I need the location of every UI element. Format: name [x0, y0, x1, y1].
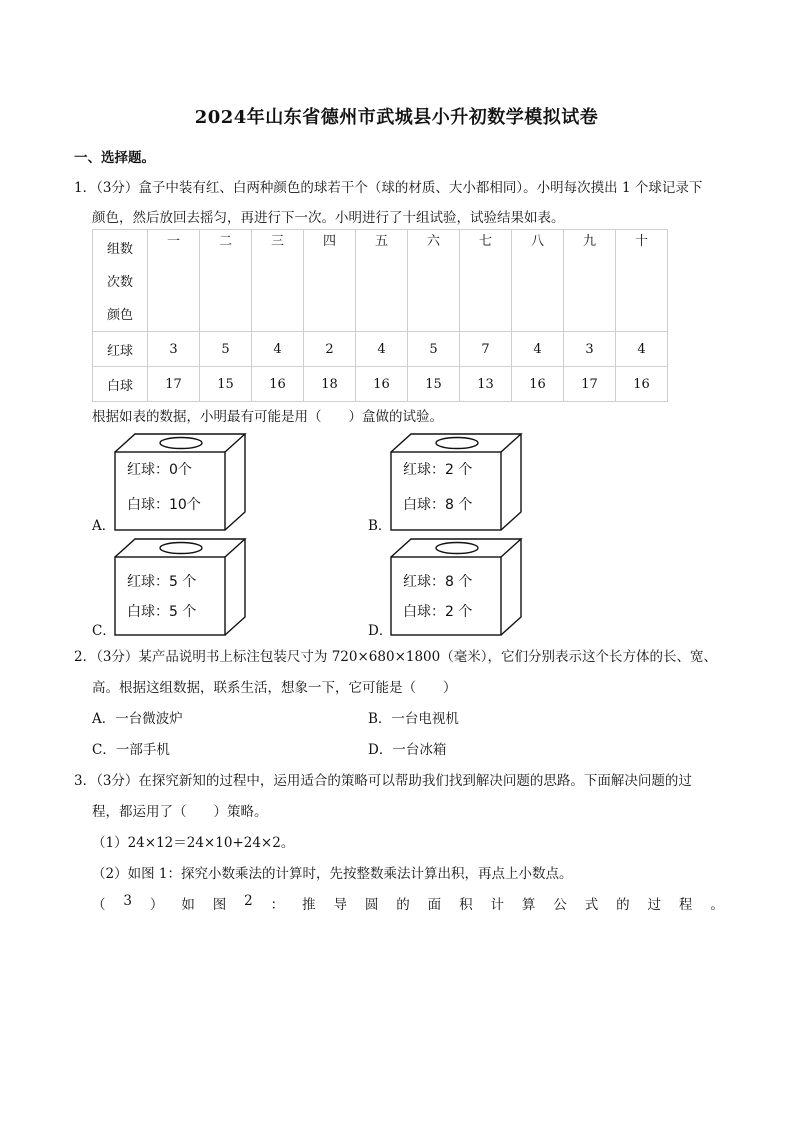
option-d-box[interactable]: [389, 537, 527, 637]
q3-item3-char: 2: [244, 893, 253, 909]
q3-item3-char: 计: [490, 897, 504, 913]
table-cell: 3: [564, 332, 616, 367]
q3-item3-char: 圆: [364, 897, 379, 913]
q3-item-3: [92, 893, 724, 913]
q3-stem-line1: 3．（3分）在探究新知的过程中，运用适合的策略可以帮助我们找到解决问题的思路。下面解决问题的过: [74, 773, 692, 789]
table-cell: 13: [460, 367, 512, 402]
group-header: 八: [512, 230, 564, 332]
header-label-color: 颜色: [106, 308, 133, 323]
table-cell: 3: [148, 332, 200, 367]
q3-item3-char: 。: [710, 897, 724, 913]
option-b-red-count: 红球：2 个: [403, 462, 473, 478]
option-c-white-count: 白球：5 个: [127, 604, 197, 620]
q2-option-d[interactable]: D．一台冰箱: [368, 742, 447, 758]
table-cell: 5: [200, 332, 252, 367]
table-cell: 15: [200, 367, 252, 402]
q3-item3-char: 过: [647, 897, 661, 913]
table-cell: 4: [356, 332, 408, 367]
table-cell: 16: [512, 367, 564, 402]
option-c-red-count: 红球：5 个: [127, 574, 197, 590]
option-a-box[interactable]: [113, 432, 251, 532]
q3-item3-char: 算: [521, 897, 536, 913]
q3-item3-char: 的: [396, 897, 410, 913]
q1-stem-line2: 颜色，然后放回去摇匀，再进行下一次。小明进行了十组试验，试验结果如表。: [92, 210, 565, 226]
table-diagonal-header: [93, 230, 148, 332]
q3-item-1: （1）24×12＝24×10+24×2。: [92, 835, 295, 851]
option-b-white-count: 白球：8 个: [403, 497, 473, 513]
q3-item-2: （2）如图 1：探究小数乘法的计算时，先按整数乘法计算出积，再点上小数点。: [92, 866, 573, 882]
q1-question: 根据如表的数据，小明最有可能是用（ ）盒做的试验。: [92, 409, 443, 425]
q3-stem-line2: 程，都运用了（ ）策略。: [92, 804, 268, 820]
option-b-letter[interactable]: B．: [368, 518, 392, 534]
table-cell: 16: [356, 367, 408, 402]
option-d-letter[interactable]: D．: [368, 623, 393, 639]
option-a-white-count: 白球：10个: [127, 497, 201, 513]
table-cell: 17: [148, 367, 200, 402]
group-header: 一: [148, 230, 200, 332]
table-header-row: [93, 230, 668, 332]
q2-option-a[interactable]: A．一台微波炉: [92, 711, 183, 727]
table-row-red: [93, 332, 668, 367]
q3-item3-char: ：: [270, 897, 285, 913]
table-cell: 16: [252, 367, 304, 402]
q3-item3-char: 程: [678, 897, 693, 913]
group-header: 四: [304, 230, 356, 332]
table-cell: 17: [564, 367, 616, 402]
exam-title: 2024年山东省德州市武城县小升初数学模拟试卷: [194, 107, 599, 128]
header-label-groups: 组数: [106, 242, 133, 257]
q1-stem-line1: 1．（3分）盒子中装有红、白两种颜色的球若干个（球的材质、大小都相同）。小明每次摸出 1 个球记录下: [74, 180, 703, 196]
q2-stem-line2: 高。根据这组数据，联系生活，想象一下，它可能是（ ）: [92, 680, 457, 696]
table-cell: 18: [304, 367, 356, 402]
group-header: 七: [460, 230, 512, 332]
header-label-trials: 次数: [106, 275, 133, 290]
box-drawing-icon: [389, 432, 527, 532]
q3-item3-char: 图: [212, 897, 227, 913]
q3-item3-char: 如: [181, 897, 195, 913]
option-a-letter[interactable]: A．: [92, 518, 116, 534]
group-header: 二: [200, 230, 252, 332]
q3-item3-char: 面: [427, 897, 442, 913]
table-cell: 15: [408, 367, 460, 402]
table-cell: 16: [616, 367, 668, 402]
group-header: 六: [408, 230, 460, 332]
q3-item3-char: ）: [149, 897, 164, 913]
option-a-red-count: 红球：0个: [127, 462, 192, 478]
option-b-box[interactable]: [389, 432, 527, 532]
option-d-white-count: 白球：2 个: [403, 604, 473, 620]
row-label: 红球: [93, 332, 148, 367]
q2-stem-line1: 2．（3分）某产品说明书上标注包装尺寸为 720×680×1800（毫米），它们分别表示这个长方体的长、宽、: [74, 649, 717, 665]
option-d-red-count: 红球：8 个: [403, 574, 473, 590]
q2-option-c[interactable]: C．一部手机: [92, 742, 170, 758]
q3-item3-char: 导: [333, 897, 347, 913]
row-label: 白球: [93, 367, 148, 402]
q3-item3-char: 公: [553, 897, 567, 913]
q3-item3-char: 积: [459, 897, 473, 913]
group-header: 九: [564, 230, 616, 332]
table-cell: 4: [252, 332, 304, 367]
group-header: 五: [356, 230, 408, 332]
q3-item3-char: （: [92, 897, 106, 913]
table-cell: 5: [408, 332, 460, 367]
group-header: 三: [252, 230, 304, 332]
box-drawing-icon: [113, 432, 251, 532]
option-c-box[interactable]: [113, 537, 251, 637]
table-row-white: [93, 367, 668, 402]
table-cell: 4: [512, 332, 564, 367]
q3-item3-char: 推: [302, 897, 316, 913]
table-cell: 2: [304, 332, 356, 367]
table-cell: 4: [616, 332, 668, 367]
table-cell: 7: [460, 332, 512, 367]
option-c-letter[interactable]: C．: [92, 623, 116, 639]
q1-results-table: [92, 229, 668, 402]
group-header: 十: [616, 230, 668, 332]
q3-item3-char: 3: [123, 893, 132, 909]
q3-item3-char: 式: [584, 897, 599, 913]
q2-option-b[interactable]: B．一台电视机: [368, 711, 459, 727]
section-heading-choice: 一、选择题。: [74, 150, 155, 166]
q3-item3-char: 的: [616, 897, 630, 913]
